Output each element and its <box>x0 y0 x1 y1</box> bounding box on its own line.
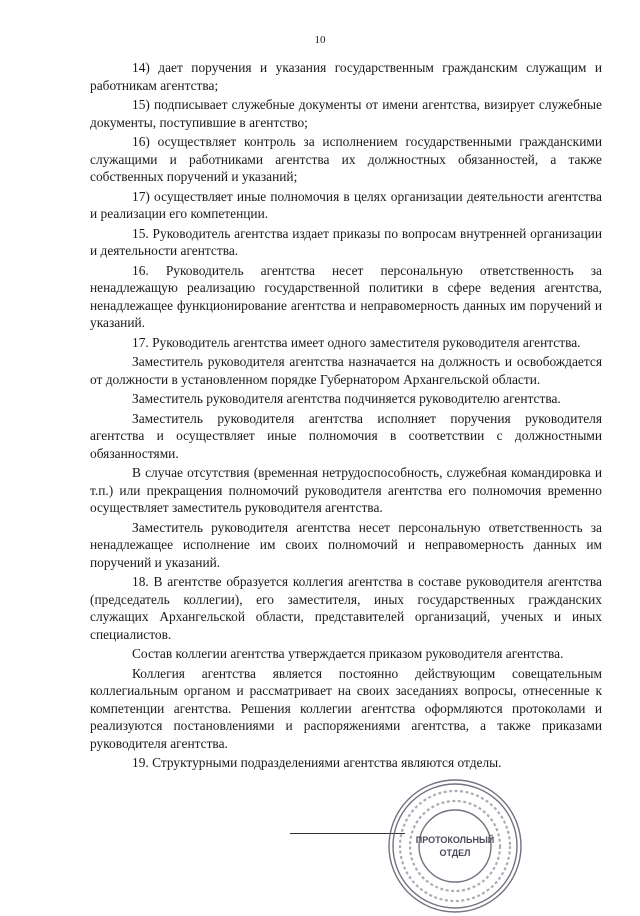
paragraph: 16) осуществляет контроль за исполнением государственными гражданскими служащими и работниками агентства их должностных обязанностей, а также собственных поручений и указаний; <box>90 134 602 184</box>
paragraph: Заместитель руководителя агентства подчиняется руководителю агентства. <box>132 391 561 406</box>
document-body <box>90 59 602 774</box>
paragraph: 19. Структурными подразделениями агентства являются отделы. <box>132 755 502 770</box>
paragraph: Коллегия агентства является постоянно действующим совещательным коллегиальным органом и рассматривает на своих заседаниях вопросы, отнесенные к компетенции агентства. Решения коллегии агентства оформляются протоколами и реализуются постановлениями и распоряжениями агентства, а также приказами руководителя агентства. <box>90 665 602 751</box>
paragraph: 17) осуществляет иные полномочия в целях организации деятельности агентства и реализации его компетенции. <box>90 188 602 221</box>
paragraph: 17. Руководитель агентства имеет одного заместителя руководителя агентства. <box>132 334 581 350</box>
paragraph: 18. В агентстве образуется коллегия агентства в составе руководителя агентства (председатель коллегии), его заместителя, иных государственных гражданских служащих Архангельской области, представителей организаций, ученых и иных специалистов. <box>90 574 602 642</box>
paragraph: Заместитель руководителя агентства назначается на должность и освобождается от должности в установленном порядке Губернатором Архангельской области. <box>90 354 602 387</box>
stamp-center-text: ПРОТОКОЛЬНЫЙ <box>415 835 495 845</box>
paragraph: 15) подписывает служебные документы от имени агентства, визирует служебные документы, поступившие в агентство; <box>90 97 602 130</box>
paragraph: Состав коллегии агентства утверждается приказом руководителя агентства. <box>132 646 564 661</box>
official-stamp <box>385 776 525 916</box>
paragraph: В случае отсутствия (временная нетрудоспособность, служебная командировка и т.п.) или прекращения полномочий руководителя агентства его полномочия временно осуществляет заместитель руководителя агентства. <box>90 465 602 515</box>
page-number: 10 <box>314 34 326 46</box>
paragraph: Заместитель руководителя агентства исполняет поручения руководителя агентства и осуществляет иные полномочия в соответствии с должностными обязанностями. <box>90 410 602 461</box>
paragraph: 16. Руководитель агентства несет персональную ответственность за ненадлежащую реализацию государственной политики в сфере ведения агентства, ненадлежащее функционирование агентства и неправомерность данных им поручений и указаний. <box>90 262 602 330</box>
paragraph: Заместитель руководителя агентства несет персональную ответственность за ненадлежащее исполнение им своих полномочий и неправомерность данных им поручений и указаний. <box>90 519 602 570</box>
paragraph: 15. Руководитель агентства издает приказы по вопросам внутренней организации и деятельности агентства. <box>90 225 602 258</box>
paragraph: 14) дает поручения и указания государственным гражданским служащим и работникам агентства; <box>90 60 602 93</box>
stamp-center-text-2: ОТДЕЛ <box>439 848 471 858</box>
